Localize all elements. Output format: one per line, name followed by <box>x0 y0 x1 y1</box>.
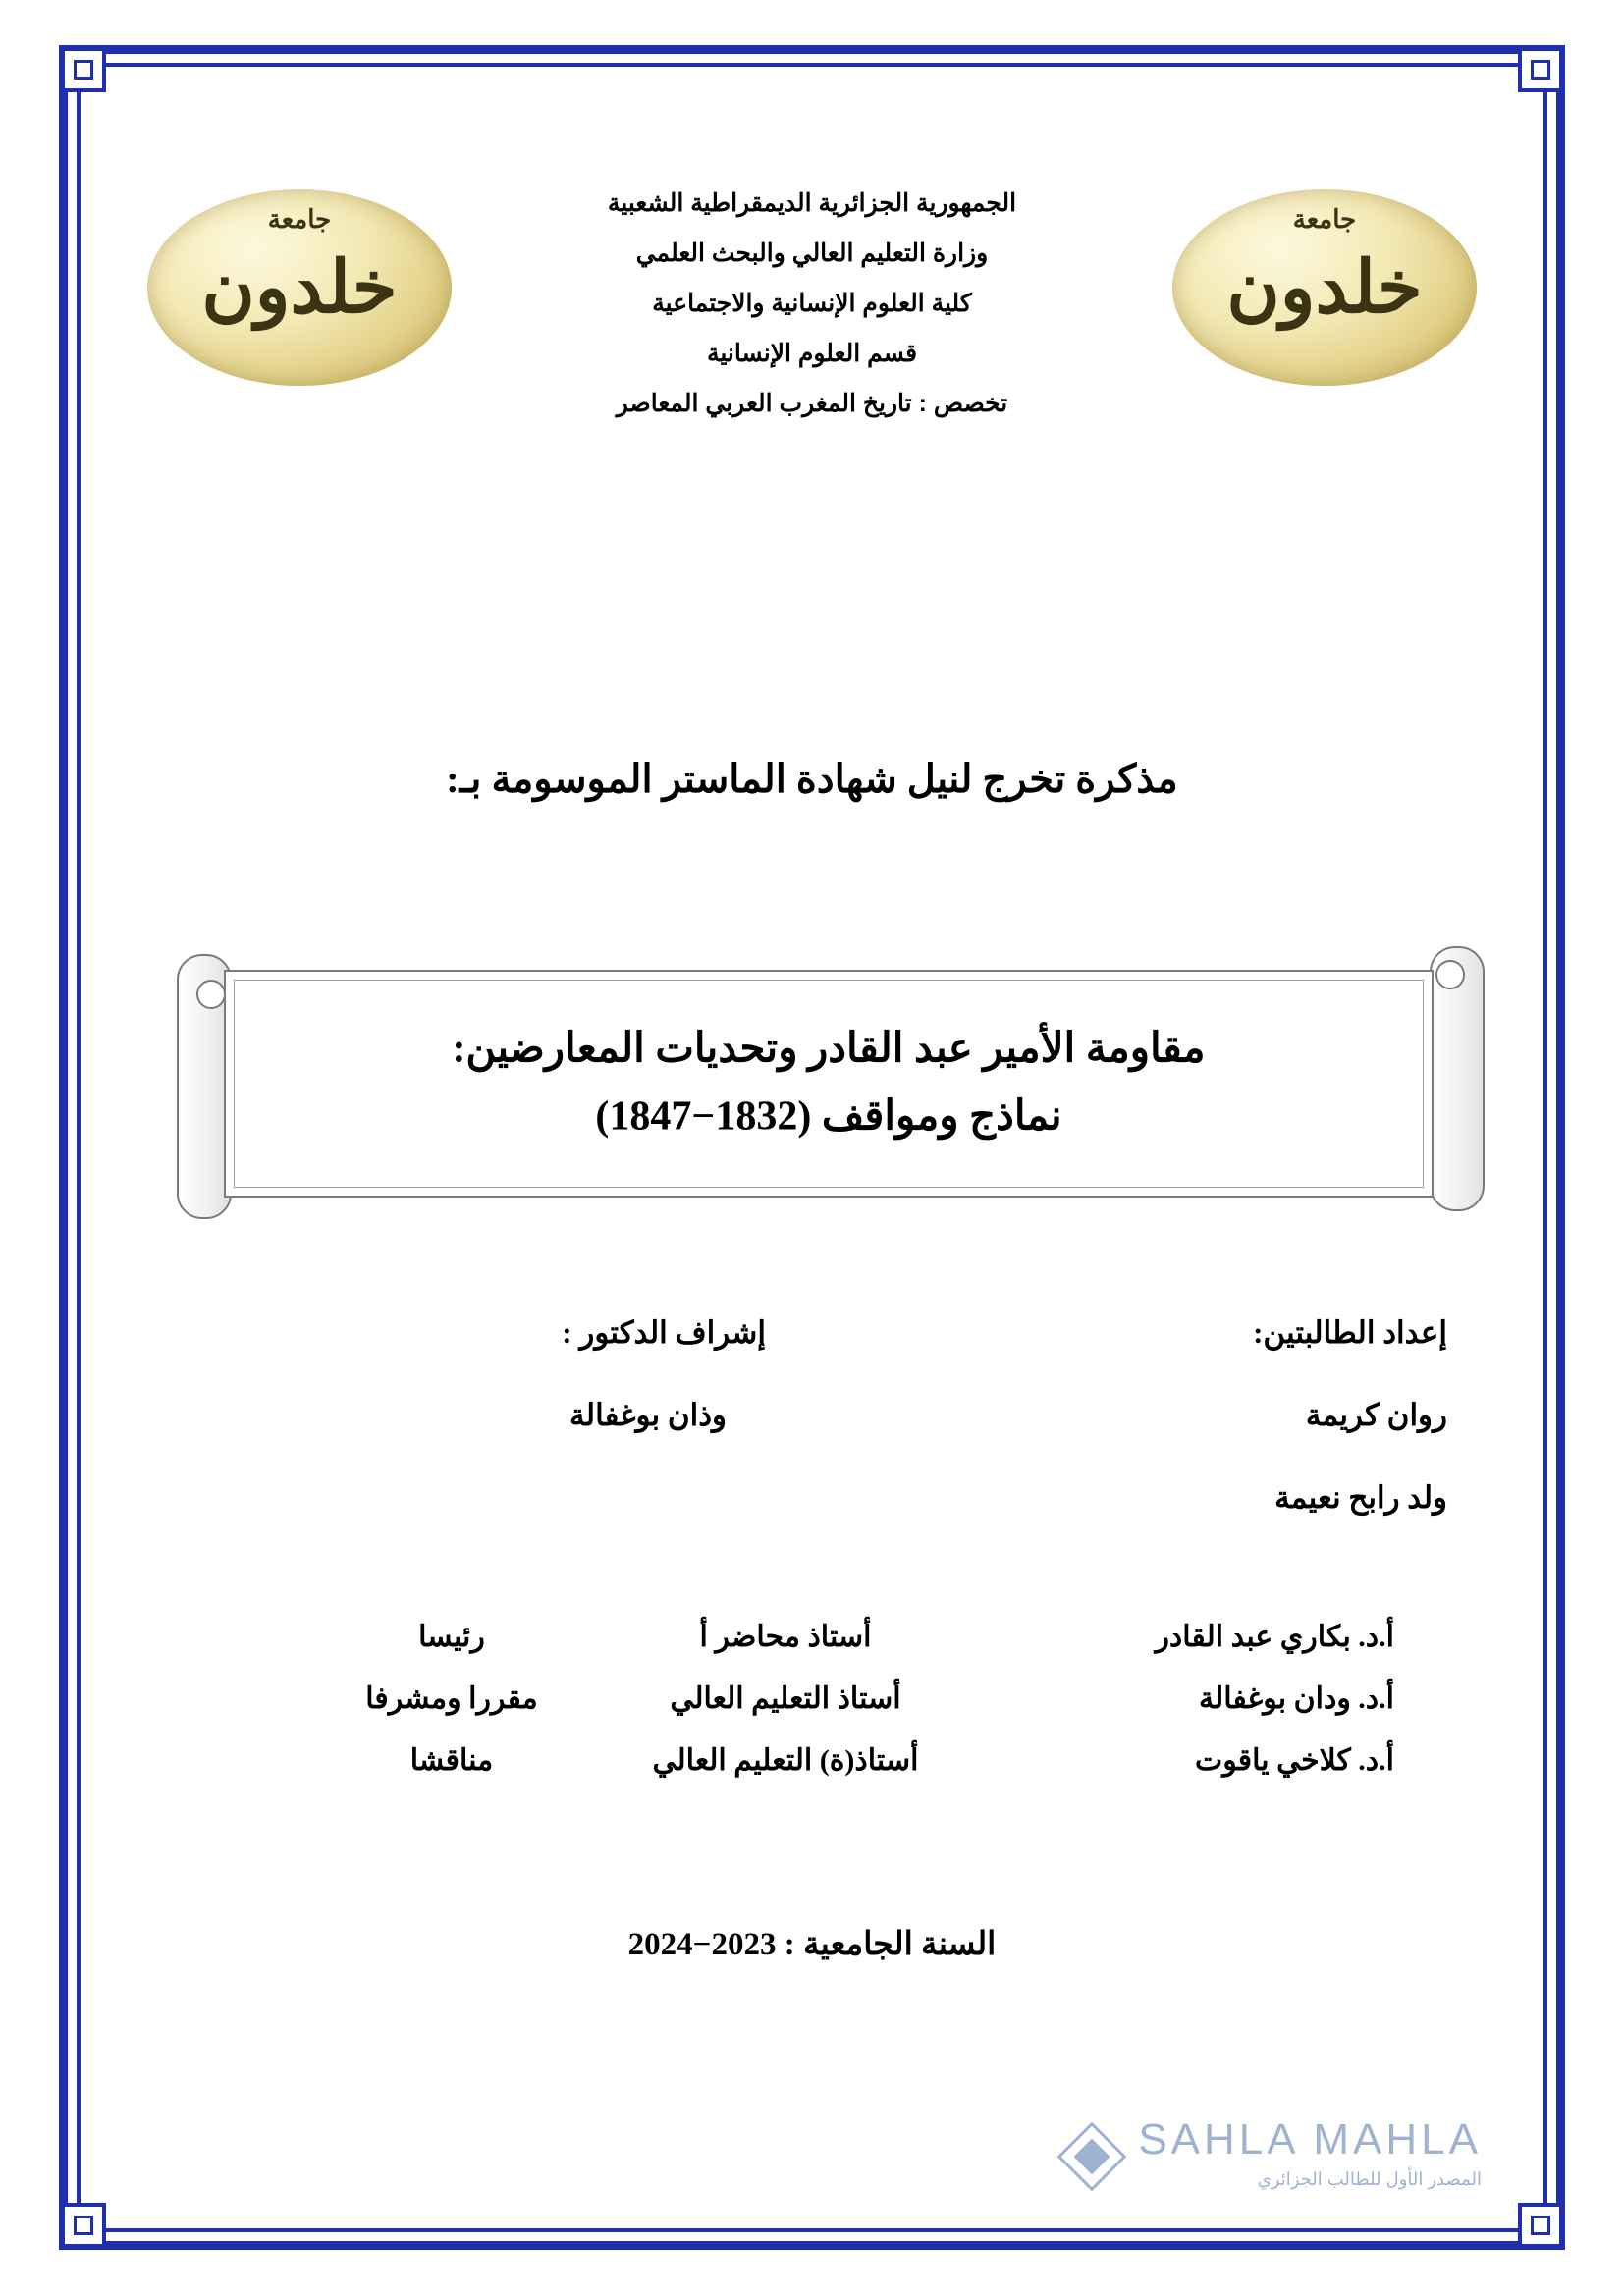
authors-heading: إعداد الطالبتين: <box>1253 1315 1447 1350</box>
jury-row <box>295 1743 1394 1778</box>
watermark-logo-icon <box>1059 2124 1120 2185</box>
institution-line-ministry: وزارة التعليم العالي والبحث العلمي <box>635 240 989 267</box>
scroll-roll-right <box>1430 946 1485 1211</box>
watermark-text <box>1138 2115 1482 2190</box>
jury-member-rank: أستاذ(ة) التعليم العالي <box>652 1744 919 1777</box>
corner-ornament-top-left <box>61 47 106 92</box>
institution-line-specialty: تخصص : تاريخ المغرب العربي المعاصر <box>616 390 1008 417</box>
author-name-1: روان كريمة <box>1305 1398 1447 1432</box>
supervisor-heading: إشراف الدكتور : <box>562 1315 766 1350</box>
jury-table <box>295 1620 1394 1805</box>
seal-script-main: خلدون <box>1226 244 1423 330</box>
institution-line-faculty: كلية العلوم الإنسانية والاجتماعية <box>652 290 972 317</box>
memoire-statement: مذكرة تخرج لنيل شهادة الماستر الموسومة بـ: <box>446 757 1178 801</box>
institution-block <box>118 191 1506 442</box>
seal-script-main: خلدون <box>201 244 398 330</box>
watermark-brand: SAHLA MAHLA <box>1138 2115 1482 2163</box>
jury-member-role: مناقشا <box>409 1744 494 1777</box>
scroll-curl-left-icon <box>196 980 226 1009</box>
thesis-title-line1: مقاومة الأمير عبد القادر وتحديات المعارضين: <box>452 1026 1206 1072</box>
document-header <box>118 172 1506 525</box>
institution-line-department: قسم العلوم الإنسانية <box>706 340 918 367</box>
jury-member-rank: أستاذ التعليم العالي <box>670 1682 901 1715</box>
jury-member-name: أ.د. بكاري عبد القادر <box>1155 1621 1394 1653</box>
corner-ornament-top-right <box>1518 47 1563 92</box>
jury-member-name: أ.د. ودان بوغفالة <box>1199 1682 1394 1715</box>
author-name-2: ولد رابح نعيمة <box>1274 1480 1447 1515</box>
authors-block <box>917 1315 1447 1563</box>
institution-line-republic: الجمهورية الجزائرية الديمقراطية الشعبية <box>607 189 1017 217</box>
jury-member-role: رئيسا <box>418 1621 485 1653</box>
watermark <box>1059 2115 1482 2190</box>
supervisor-block <box>255 1315 766 1480</box>
scroll-body <box>224 970 1434 1198</box>
thesis-title-line2: نماذج ومواقف (1832−1847) <box>595 1095 1062 1140</box>
seal-script-small: جامعة <box>267 204 332 235</box>
jury-member-name: أ.د. كلاخي ياقوت <box>1195 1744 1394 1777</box>
jury-member-rank: أستاذ محاضر أ <box>699 1621 872 1653</box>
seal-script-small: جامعة <box>1292 204 1357 235</box>
watermark-tagline: المصدر الأول للطالب الجزائري <box>1257 2169 1482 2189</box>
jury-member-role: مقررا ومشرفا <box>365 1682 538 1715</box>
jury-row <box>295 1620 1394 1654</box>
corner-ornament-bottom-left <box>61 2203 106 2248</box>
jury-row <box>295 1682 1394 1716</box>
thesis-title <box>295 1016 1363 1152</box>
scroll-curl-right-icon <box>1435 960 1465 989</box>
corner-ornament-bottom-right <box>1518 2203 1563 2248</box>
title-scroll-banner <box>173 942 1489 1237</box>
supervisor-name: وذان بوغفالة <box>569 1398 727 1432</box>
academic-year: السنة الجامعية : 2023−2024 <box>627 1927 997 1962</box>
